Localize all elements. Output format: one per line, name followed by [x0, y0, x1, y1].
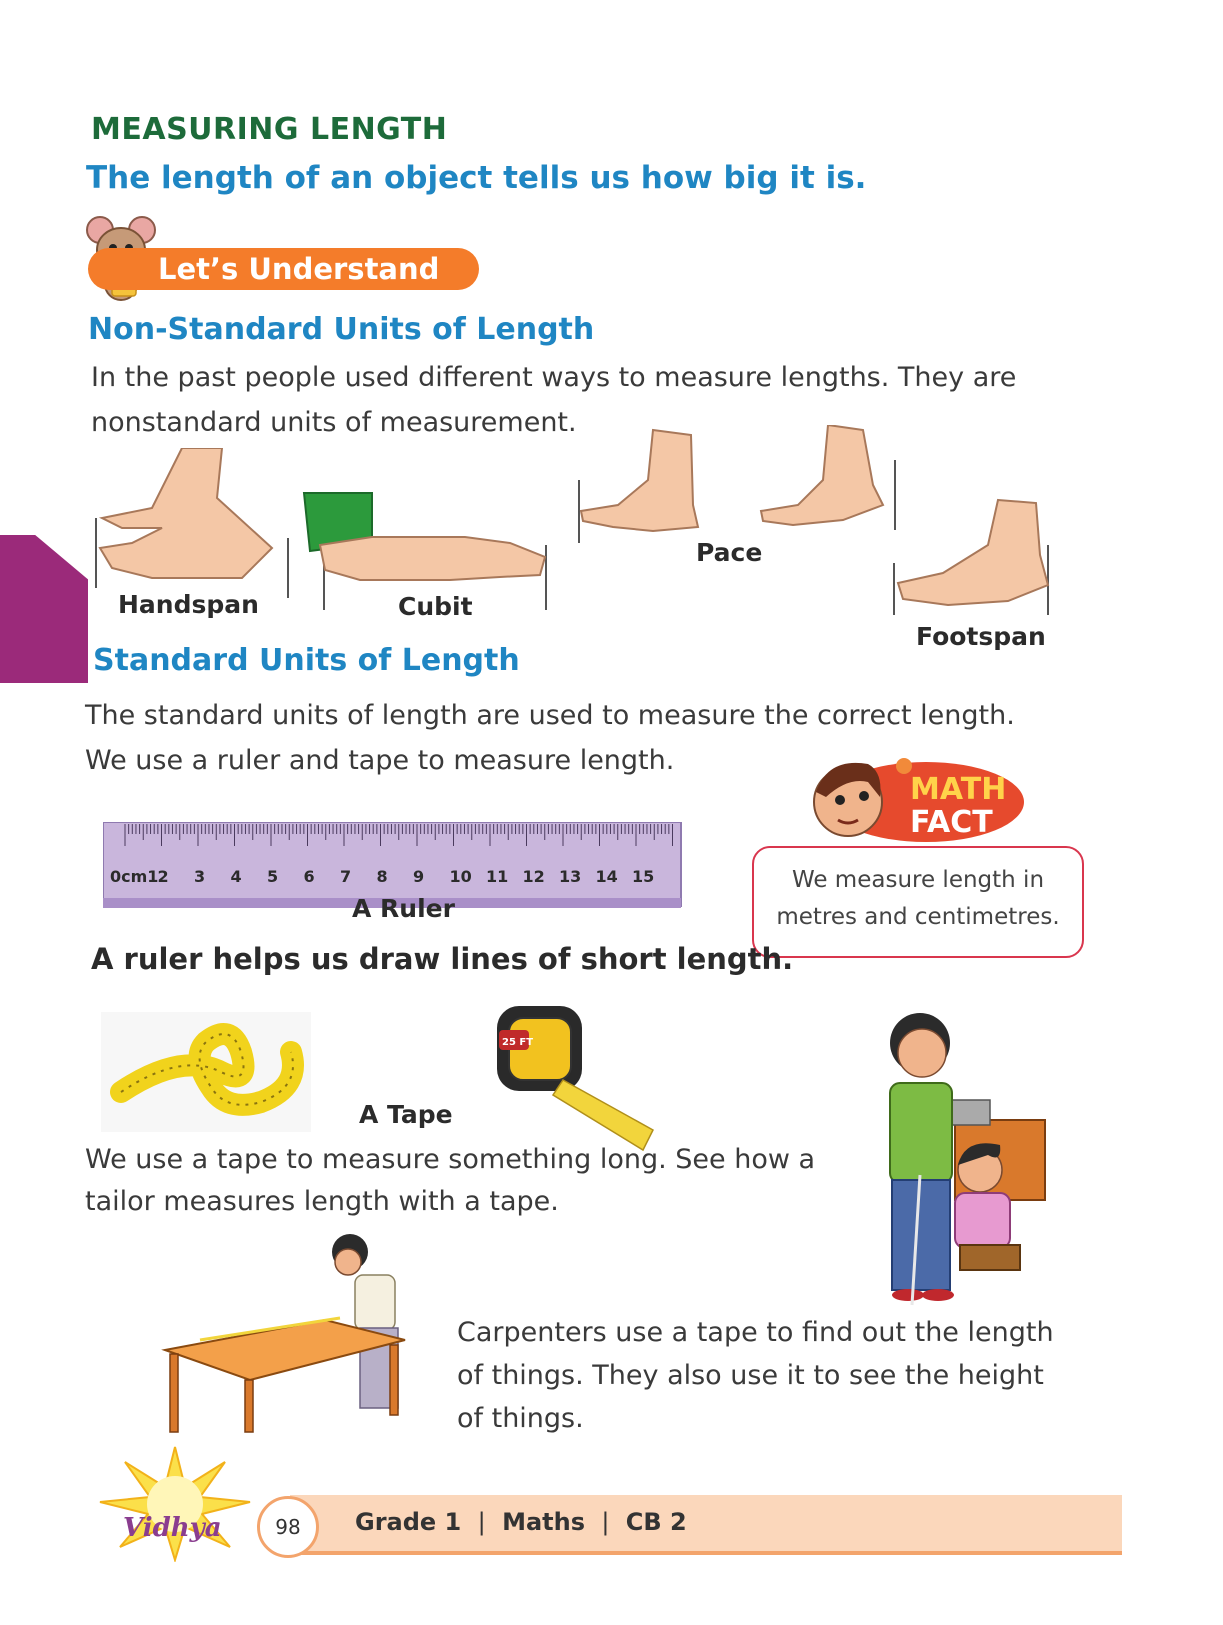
tape-text-line2: tailor measures length with a tape. — [85, 1186, 559, 1217]
nonstandard-heading: Non-Standard Units of Length — [88, 312, 595, 347]
ruler-number: 0cm1 — [110, 867, 159, 886]
ruler-number: 12 — [522, 867, 545, 886]
page-number: 98 — [257, 1496, 319, 1558]
intro-text: The length of an object tells us how big it is. — [86, 160, 867, 196]
handspan-illustration — [92, 448, 292, 598]
ruler-fact: A ruler helps us draw lines of short length. — [91, 942, 794, 976]
footer-text — [355, 1508, 687, 1536]
handspan-label: Handspan — [118, 590, 259, 619]
cubit-label: Cubit — [398, 592, 473, 621]
side-tab-decoration — [0, 535, 88, 683]
carpenter-illustration — [160, 1230, 425, 1435]
math-fact-box — [752, 846, 1084, 958]
ruler-number: 6 — [303, 867, 315, 886]
carpenter-text-line1: Carpenters use a tape to find out the length — [457, 1317, 1054, 1348]
footspan-illustration — [888, 495, 1063, 620]
tailor-illustration — [860, 1005, 1050, 1315]
footspan-label: Footspan — [916, 622, 1046, 651]
ruler-number: 2 — [157, 867, 169, 886]
math-fact-badge-line2: FACT — [910, 805, 993, 840]
tape-caption: A Tape — [359, 1100, 453, 1129]
carpenter-text-line2: of things. They also use it to see the height — [457, 1360, 1044, 1391]
tape-text-line1: We use a tape to measure something long. See how a — [85, 1144, 816, 1175]
tape-measure-label: 25 FT — [502, 1037, 534, 1048]
ruler-caption: A Ruler — [352, 894, 455, 923]
footer-subject: Maths — [502, 1508, 585, 1536]
ruler-number: 15 — [632, 867, 655, 886]
footer-separator-1: | — [477, 1508, 486, 1536]
ruler-number: 9 — [413, 867, 425, 886]
coiled-tape-image — [101, 1012, 311, 1132]
standard-text-line1: The standard units of length are used to measure the correct length. — [85, 700, 1015, 731]
footer-book: CB 2 — [625, 1508, 687, 1536]
tape-measure-image — [493, 1000, 663, 1160]
page-title: MEASURING LENGTH — [91, 112, 448, 147]
nonstandard-text-line1: In the past people used different ways to measure lengths. They are — [91, 362, 1017, 393]
vidhya-logo-text: Vidhya — [123, 1513, 222, 1543]
pace-illustration — [573, 425, 903, 545]
math-fact-line1: We measure length in — [791, 867, 1045, 893]
footer-grade: Grade 1 — [355, 1508, 462, 1536]
ruler-number: 7 — [340, 867, 352, 886]
ruler-number: 3 — [194, 867, 206, 886]
nonstandard-text-line2: nonstandard units of measurement. — [91, 407, 577, 438]
vidhya-logo-sun — [90, 1442, 260, 1562]
ruler-number: 13 — [559, 867, 582, 886]
math-fact-badge — [808, 752, 1028, 852]
ruler-number: 10 — [449, 867, 472, 886]
ruler-number: 11 — [486, 867, 509, 886]
standard-text-line2: We use a ruler and tape to measure length. — [85, 745, 675, 776]
pace-label: Pace — [696, 538, 763, 567]
ruler-number: 4 — [230, 867, 242, 886]
lets-understand-label: Let’s Understand — [88, 248, 479, 290]
math-fact-line2: metres and centimetres. — [776, 904, 1060, 930]
footer-separator-2: | — [601, 1508, 610, 1536]
ruler-number: 14 — [595, 867, 618, 886]
ruler-number: 5 — [267, 867, 279, 886]
math-fact-badge-line1: MATH — [910, 772, 1007, 807]
carpenter-text-line3: of things. — [457, 1403, 584, 1434]
ruler-number: 8 — [376, 867, 388, 886]
standard-heading: Standard Units of Length — [93, 643, 520, 678]
